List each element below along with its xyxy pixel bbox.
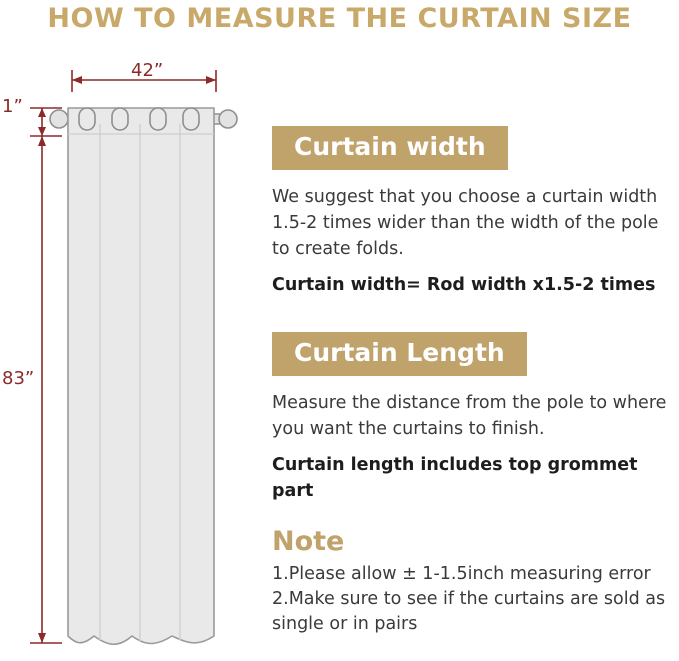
note-spacer xyxy=(272,504,678,526)
note-line-2: 2.Make sure to see if the curtains are sold as single or in pairs xyxy=(272,589,666,634)
grommet-dimension-label: 1” xyxy=(2,96,23,117)
note-line-1: 1.Please allow ± 1-1.5inch measuring error xyxy=(272,564,651,584)
instructions-column xyxy=(272,126,678,637)
curtain-panel xyxy=(68,108,214,644)
measurement-diagram xyxy=(0,46,290,661)
curtain-length-paragraph: Measure the distance from the pole to where you want the curtains to finish. xyxy=(272,393,667,439)
curtain-width-formula: Curtain width= Rod width x1.5-2 times xyxy=(272,275,656,295)
curtain-diagram-svg xyxy=(0,46,290,661)
height-dimension-line xyxy=(30,136,62,643)
note-heading: Note xyxy=(272,526,345,557)
section-spacer xyxy=(272,298,678,332)
curtain-length-banner: Curtain Length xyxy=(272,332,527,376)
height-dimension-label: 83” xyxy=(2,368,35,389)
curtain-length-banner-wrap xyxy=(272,332,678,376)
curtain-width-banner: Curtain width xyxy=(272,126,508,170)
width-dimension-label: 42” xyxy=(131,60,164,81)
curtain-width-banner-wrap xyxy=(272,126,678,170)
page-title: HOW TO MEASURE THE CURTAIN SIZE xyxy=(47,3,632,34)
curtain-width-paragraph: We suggest that you choose a curtain width 1.5-2 times wider than the width of the pole to create folds. xyxy=(272,187,659,259)
curtain-length-formula: Curtain length includes top grommet part xyxy=(272,455,638,501)
